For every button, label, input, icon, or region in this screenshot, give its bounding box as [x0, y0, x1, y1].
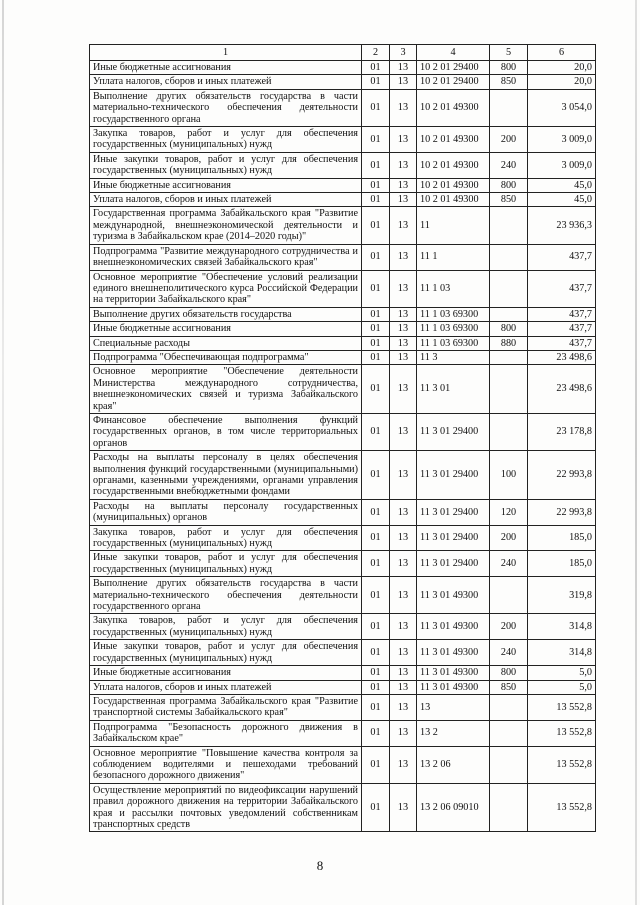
table-row [90, 694, 596, 720]
row-expense-type: 200 [490, 127, 528, 153]
table-row [90, 680, 596, 694]
row-amount: 13 552,8 [528, 746, 596, 783]
row-target-code: 11 [417, 207, 490, 244]
row-expense-type [490, 783, 528, 832]
row-name: Иные бюджетные ассигнования [90, 61, 362, 75]
row-subsection: 13 [390, 551, 417, 577]
row-subsection: 13 [390, 499, 417, 525]
row-target-code: 11 3 01 29400 [417, 413, 490, 450]
table-row [90, 307, 596, 321]
row-name: Расходы на выплаты персоналу государственных (муниципальных) органов [90, 499, 362, 525]
row-expense-type [490, 270, 528, 307]
row-target-code: 13 2 06 09010 [417, 783, 490, 832]
row-subsection: 13 [390, 525, 417, 551]
row-subsection: 13 [390, 193, 417, 207]
row-section: 01 [362, 694, 390, 720]
row-expense-type: 800 [490, 666, 528, 680]
row-expense-type: 880 [490, 336, 528, 350]
row-section: 01 [362, 75, 390, 89]
row-name: Уплата налогов, сборов и иных платежей [90, 680, 362, 694]
row-target-code: 11 3 01 29400 [417, 451, 490, 500]
row-amount: 437,7 [528, 336, 596, 350]
row-subsection: 13 [390, 89, 417, 126]
row-section: 01 [362, 640, 390, 666]
budget-table [89, 44, 596, 832]
row-amount: 3 054,0 [528, 89, 596, 126]
row-subsection: 13 [390, 207, 417, 244]
row-name: Выполнение других обязательств государства [90, 307, 362, 321]
row-section: 01 [362, 680, 390, 694]
row-expense-type [490, 89, 528, 126]
table-row [90, 75, 596, 89]
row-amount: 5,0 [528, 666, 596, 680]
row-name: Иные закупки товаров, работ и услуг для обеспечения государственных (муниципальных) нужд [90, 551, 362, 577]
row-expense-type: 200 [490, 525, 528, 551]
table-row [90, 61, 596, 75]
row-name: Подпрограмма "Обеспечивающая подпрограмма" [90, 350, 362, 364]
table-row [90, 720, 596, 746]
row-target-code: 10 2 01 49300 [417, 193, 490, 207]
row-amount: 437,7 [528, 270, 596, 307]
row-amount: 23 178,8 [528, 413, 596, 450]
column-header-5: 5 [490, 45, 528, 61]
row-expense-type: 120 [490, 499, 528, 525]
row-name: Государственная программа Забайкальского края "Развитие международной, внешнеэкономической деятельности и туризма в Забайкальском крае (2014–2020 годы)" [90, 207, 362, 244]
scan-edge-right [635, 0, 637, 905]
row-section: 01 [362, 244, 390, 270]
table-row [90, 178, 596, 192]
column-header-3: 3 [390, 45, 417, 61]
row-name: Иные бюджетные ассигнования [90, 178, 362, 192]
row-section: 01 [362, 365, 390, 414]
row-section: 01 [362, 666, 390, 680]
row-amount: 185,0 [528, 525, 596, 551]
row-section: 01 [362, 322, 390, 336]
row-amount: 20,0 [528, 61, 596, 75]
table-row [90, 551, 596, 577]
row-target-code: 11 1 03 69300 [417, 307, 490, 321]
row-name: Финансовое обеспечение выполнения функций государственных органов, в том числе территориальных органов [90, 413, 362, 450]
row-expense-type [490, 307, 528, 321]
row-amount: 3 009,0 [528, 127, 596, 153]
row-name: Иные бюджетные ассигнования [90, 666, 362, 680]
row-target-code: 11 3 01 29400 [417, 551, 490, 577]
table-row [90, 499, 596, 525]
row-expense-type: 850 [490, 75, 528, 89]
row-section: 01 [362, 746, 390, 783]
row-target-code: 13 [417, 694, 490, 720]
row-target-code: 11 3 01 49300 [417, 577, 490, 614]
row-amount: 13 552,8 [528, 694, 596, 720]
row-subsection: 13 [390, 127, 417, 153]
row-section: 01 [362, 350, 390, 364]
row-name: Осуществление мероприятий по видеофиксации нарушений правил дорожного движения на территории Забайкальского края и рассылки почтовых уведомлений собственникам транспортных средств [90, 783, 362, 832]
row-amount: 437,7 [528, 244, 596, 270]
row-section: 01 [362, 307, 390, 321]
row-subsection: 13 [390, 694, 417, 720]
row-subsection: 13 [390, 413, 417, 450]
table-row [90, 577, 596, 614]
row-subsection: 13 [390, 61, 417, 75]
row-target-code: 13 2 06 [417, 746, 490, 783]
row-target-code: 10 2 01 49300 [417, 127, 490, 153]
column-header-4: 4 [417, 45, 490, 61]
row-section: 01 [362, 525, 390, 551]
row-expense-type: 850 [490, 193, 528, 207]
row-subsection: 13 [390, 614, 417, 640]
row-expense-type: 800 [490, 178, 528, 192]
row-amount: 319,8 [528, 577, 596, 614]
row-expense-type: 800 [490, 322, 528, 336]
row-section: 01 [362, 577, 390, 614]
row-section: 01 [362, 193, 390, 207]
row-target-code: 11 3 01 29400 [417, 499, 490, 525]
row-subsection: 13 [390, 178, 417, 192]
row-target-code: 11 1 03 69300 [417, 322, 490, 336]
row-target-code: 10 2 01 49300 [417, 152, 490, 178]
table-row [90, 89, 596, 126]
row-expense-type: 240 [490, 551, 528, 577]
row-amount: 437,7 [528, 322, 596, 336]
row-expense-type: 100 [490, 451, 528, 500]
row-target-code: 11 1 [417, 244, 490, 270]
column-header-6: 6 [528, 45, 596, 61]
row-subsection: 13 [390, 75, 417, 89]
row-expense-type [490, 244, 528, 270]
row-expense-type: 240 [490, 152, 528, 178]
row-name: Расходы на выплаты персоналу в целях обеспечения выполнения функций государственными (муниципальными) органами, казенными учреждениями, органами управления государственными внебюджетными фондами [90, 451, 362, 500]
table-row [90, 244, 596, 270]
row-section: 01 [362, 336, 390, 350]
row-expense-type [490, 577, 528, 614]
row-subsection: 13 [390, 152, 417, 178]
row-target-code: 10 2 01 29400 [417, 61, 490, 75]
table-header [90, 45, 596, 61]
row-target-code: 10 2 01 49300 [417, 178, 490, 192]
table-row [90, 614, 596, 640]
row-amount: 22 993,8 [528, 451, 596, 500]
row-name: Закупка товаров, работ и услуг для обеспечения государственных (муниципальных) нужд [90, 127, 362, 153]
row-name: Иные закупки товаров, работ и услуг для обеспечения государственных (муниципальных) нужд [90, 152, 362, 178]
row-subsection: 13 [390, 680, 417, 694]
table-row [90, 783, 596, 832]
table-row [90, 451, 596, 500]
row-section: 01 [362, 89, 390, 126]
table-row [90, 127, 596, 153]
row-subsection: 13 [390, 746, 417, 783]
row-target-code: 11 3 01 49300 [417, 666, 490, 680]
row-amount: 5,0 [528, 680, 596, 694]
row-section: 01 [362, 152, 390, 178]
table-row [90, 365, 596, 414]
table-row [90, 322, 596, 336]
row-name: Выполнение других обязательств государства в части материально-технического обеспечения деятельности государственного органа [90, 89, 362, 126]
row-section: 01 [362, 207, 390, 244]
row-section: 01 [362, 127, 390, 153]
row-expense-type: 200 [490, 614, 528, 640]
row-name: Уплата налогов, сборов и иных платежей [90, 75, 362, 89]
row-name: Иные бюджетные ассигнования [90, 322, 362, 336]
row-amount: 20,0 [528, 75, 596, 89]
table-row [90, 413, 596, 450]
row-target-code: 11 3 01 49300 [417, 614, 490, 640]
table-row [90, 193, 596, 207]
row-amount: 45,0 [528, 178, 596, 192]
row-name: Государственная программа Забайкальского края "Развитие транспортной системы Забайкальского края" [90, 694, 362, 720]
row-expense-type [490, 207, 528, 244]
row-name: Иные закупки товаров, работ и услуг для обеспечения государственных (муниципальных) нужд [90, 640, 362, 666]
table-row [90, 336, 596, 350]
table-row [90, 270, 596, 307]
table-row [90, 666, 596, 680]
column-header-2: 2 [362, 45, 390, 61]
row-expense-type [490, 350, 528, 364]
row-expense-type: 800 [490, 61, 528, 75]
row-subsection: 13 [390, 666, 417, 680]
column-header-1: 1 [90, 45, 362, 61]
row-section: 01 [362, 178, 390, 192]
row-expense-type: 850 [490, 680, 528, 694]
row-section: 01 [362, 614, 390, 640]
row-target-code: 11 3 [417, 350, 490, 364]
row-amount: 13 552,8 [528, 783, 596, 832]
row-section: 01 [362, 551, 390, 577]
row-subsection: 13 [390, 577, 417, 614]
header-row [90, 45, 596, 61]
row-amount: 23 498,6 [528, 365, 596, 414]
row-subsection: 13 [390, 336, 417, 350]
row-subsection: 13 [390, 244, 417, 270]
table-row [90, 746, 596, 783]
row-expense-type [490, 720, 528, 746]
row-subsection: 13 [390, 322, 417, 336]
row-section: 01 [362, 499, 390, 525]
row-amount: 314,8 [528, 640, 596, 666]
row-section: 01 [362, 783, 390, 832]
row-section: 01 [362, 720, 390, 746]
row-target-code: 11 1 03 69300 [417, 336, 490, 350]
table-row [90, 207, 596, 244]
row-name: Подпрограмма "Развитие международного сотрудничества и внешнеэкономических связей Забайкальского края" [90, 244, 362, 270]
row-amount: 22 993,8 [528, 499, 596, 525]
table-row [90, 350, 596, 364]
row-amount: 45,0 [528, 193, 596, 207]
row-subsection: 13 [390, 270, 417, 307]
row-subsection: 13 [390, 365, 417, 414]
row-amount: 314,8 [528, 614, 596, 640]
table-row [90, 152, 596, 178]
row-expense-type [490, 365, 528, 414]
scan-edge-left [2, 0, 4, 905]
page-number: 8 [316, 858, 324, 873]
row-amount: 185,0 [528, 551, 596, 577]
row-expense-type [490, 413, 528, 450]
row-target-code: 11 3 01 49300 [417, 640, 490, 666]
row-amount: 13 552,8 [528, 720, 596, 746]
row-target-code: 11 3 01 49300 [417, 680, 490, 694]
row-section: 01 [362, 270, 390, 307]
row-target-code: 10 2 01 49300 [417, 89, 490, 126]
row-name: Специальные расходы [90, 336, 362, 350]
row-section: 01 [362, 413, 390, 450]
row-target-code: 11 3 01 [417, 365, 490, 414]
table-row [90, 640, 596, 666]
row-name: Основное мероприятие "Обеспечение условий реализации единого внешнеполитического курса Российской Федерации на территории Забайкальского края" [90, 270, 362, 307]
row-subsection: 13 [390, 350, 417, 364]
row-name: Закупка товаров, работ и услуг для обеспечения государственных (муниципальных) нужд [90, 614, 362, 640]
row-target-code: 10 2 01 29400 [417, 75, 490, 89]
row-subsection: 13 [390, 783, 417, 832]
row-name: Закупка товаров, работ и услуг для обеспечения государственных (муниципальных) нужд [90, 525, 362, 551]
row-section: 01 [362, 61, 390, 75]
row-expense-type [490, 746, 528, 783]
row-name: Основное мероприятие "Повышение качества контроля за соблюдением водителями и пешеходами требований безопасного дорожного движения" [90, 746, 362, 783]
row-expense-type: 240 [490, 640, 528, 666]
table-row [90, 525, 596, 551]
row-expense-type [490, 694, 528, 720]
row-name: Основное мероприятие "Обеспечение деятельности Министерства международного сотрудничества, внешнеэкономических связей и туризма Забайкальского края" [90, 365, 362, 414]
row-name: Выполнение других обязательств государства в части материально-технического обеспечения деятельности государственного органа [90, 577, 362, 614]
row-target-code: 13 2 [417, 720, 490, 746]
row-amount: 23 498,6 [528, 350, 596, 364]
row-amount: 437,7 [528, 307, 596, 321]
row-subsection: 13 [390, 640, 417, 666]
row-subsection: 13 [390, 307, 417, 321]
table-body [90, 61, 596, 832]
row-subsection: 13 [390, 451, 417, 500]
row-target-code: 11 1 03 [417, 270, 490, 307]
row-subsection: 13 [390, 720, 417, 746]
row-name: Уплата налогов, сборов и иных платежей [90, 193, 362, 207]
row-target-code: 11 3 01 29400 [417, 525, 490, 551]
row-amount: 23 936,3 [528, 207, 596, 244]
row-amount: 3 009,0 [528, 152, 596, 178]
row-name: Подпрограмма "Безопасность дорожного движения в Забайкальском крае" [90, 720, 362, 746]
row-section: 01 [362, 451, 390, 500]
